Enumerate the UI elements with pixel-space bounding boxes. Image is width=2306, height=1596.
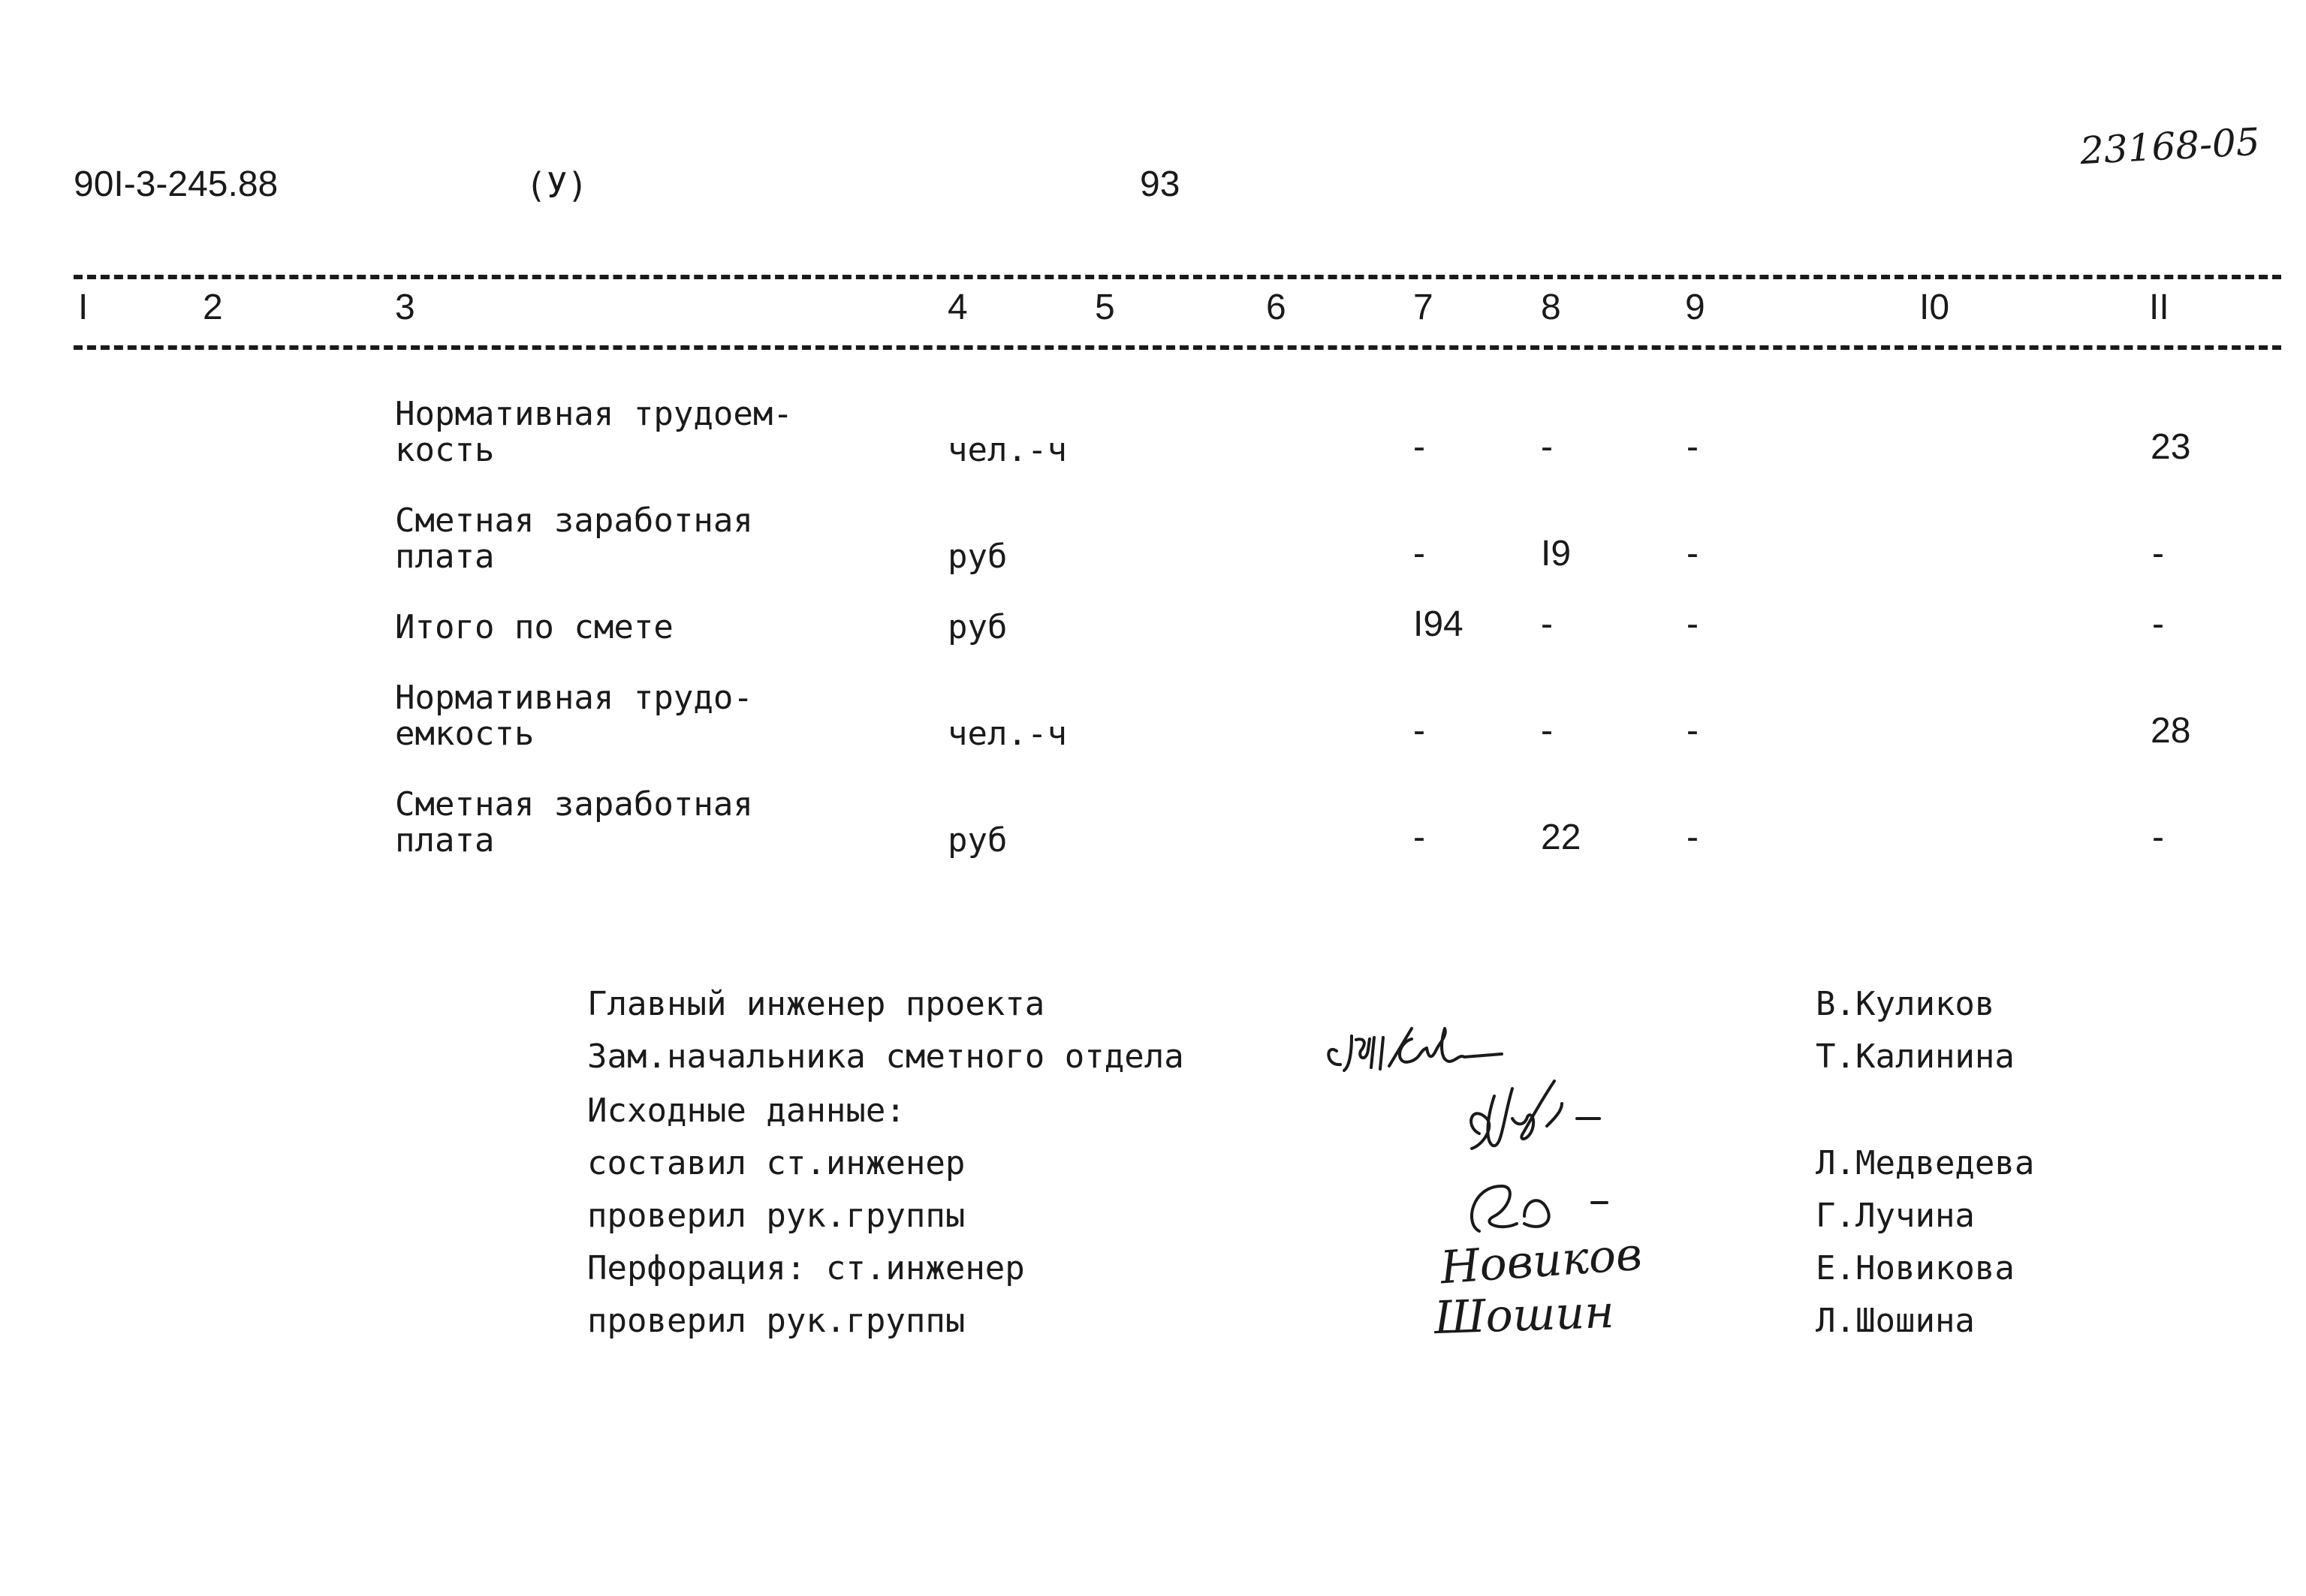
row-col9: - xyxy=(1687,818,1699,857)
signature-role: Зам.начальника сметного отдела xyxy=(587,1037,1184,1076)
signature-role: проверил рук.группы xyxy=(587,1197,966,1235)
row-name-cont: кость xyxy=(395,431,495,469)
header-rule-top xyxy=(74,275,2281,279)
row-col11: 23 xyxy=(2151,427,2191,467)
row-name-cont: плата xyxy=(395,821,495,860)
row-unit: руб xyxy=(948,821,1008,860)
signatory-name: Л.Шошина xyxy=(1816,1302,1975,1340)
row-col11: - xyxy=(2152,604,2164,644)
row-name: Сметная заработная xyxy=(395,785,753,824)
column-number: 4 xyxy=(948,288,968,327)
row-name-cont: плата xyxy=(395,538,495,576)
row-col9: - xyxy=(1687,534,1699,574)
signatory-name: Г.Лучина xyxy=(1816,1197,1975,1235)
column-number: I xyxy=(78,288,89,327)
row-col7: - xyxy=(1413,534,1425,574)
signatory-name: Л.Медведева xyxy=(1816,1144,2035,1182)
row-col9: - xyxy=(1687,427,1699,467)
row-col7: - xyxy=(1413,711,1425,751)
row-name: Нормативная трудоем- xyxy=(395,395,793,433)
row-unit: чел.-ч xyxy=(948,431,1067,469)
row-col11: - xyxy=(2152,534,2164,574)
row-unit: руб xyxy=(948,538,1008,576)
column-number: I0 xyxy=(1919,288,1950,327)
row-col8: I9 xyxy=(1541,534,1572,574)
row-col7: - xyxy=(1413,427,1425,467)
signature-shoshina: Шошин xyxy=(1433,1285,1615,1345)
signature-role: проверил рук.группы xyxy=(587,1302,966,1340)
signature-role: Главный инженер проекта xyxy=(587,985,1045,1023)
column-number: II xyxy=(2149,288,2169,327)
document-mark: (У) xyxy=(526,165,589,206)
page-number: 93 xyxy=(1140,164,1180,204)
row-name: Итого по смете xyxy=(395,608,674,646)
archive-number: 23168-05 xyxy=(2078,119,2261,173)
signatory-name: Е.Новикова xyxy=(1816,1249,2015,1287)
signature-kalinina xyxy=(1322,1021,1539,1081)
row-col8: - xyxy=(1541,604,1553,644)
signature-novikova: Новиков xyxy=(1438,1227,1644,1295)
row-name: Сметная заработная xyxy=(395,501,753,540)
column-number: 3 xyxy=(395,288,415,327)
row-col8: - xyxy=(1541,711,1553,751)
column-number: 2 xyxy=(203,288,223,327)
signatory-name: Т.Калинина xyxy=(1816,1037,2015,1076)
row-col9: - xyxy=(1687,604,1699,644)
signature-medvedeva xyxy=(1449,1074,1644,1164)
row-col8: 22 xyxy=(1541,818,1581,857)
row-name: Нормативная трудо- xyxy=(395,679,753,717)
row-col9: - xyxy=(1687,711,1699,751)
row-col8: - xyxy=(1541,427,1553,467)
signatory-name: В.Куликов xyxy=(1816,985,1995,1023)
column-number: 6 xyxy=(1266,288,1286,327)
column-number: 8 xyxy=(1541,288,1561,327)
column-number: 7 xyxy=(1413,288,1433,327)
row-name-cont: емкость xyxy=(395,715,535,753)
document-code: 90I-3-245.88 xyxy=(74,164,279,204)
row-col11: - xyxy=(2152,818,2164,857)
row-col7: - xyxy=(1413,818,1425,857)
row-unit: руб xyxy=(948,608,1008,646)
row-col11: 28 xyxy=(2151,711,2191,751)
signature-role: Перфорация: ст.инженер xyxy=(587,1249,1025,1287)
signature-role: Исходные данные: xyxy=(587,1092,906,1130)
column-number: 5 xyxy=(1095,288,1115,327)
row-unit: чел.-ч xyxy=(948,715,1067,753)
row-col7: I94 xyxy=(1413,604,1463,644)
signature-role: составил ст.инженер xyxy=(587,1144,966,1182)
header-rule-bottom xyxy=(74,345,2281,350)
column-number: 9 xyxy=(1685,288,1705,327)
